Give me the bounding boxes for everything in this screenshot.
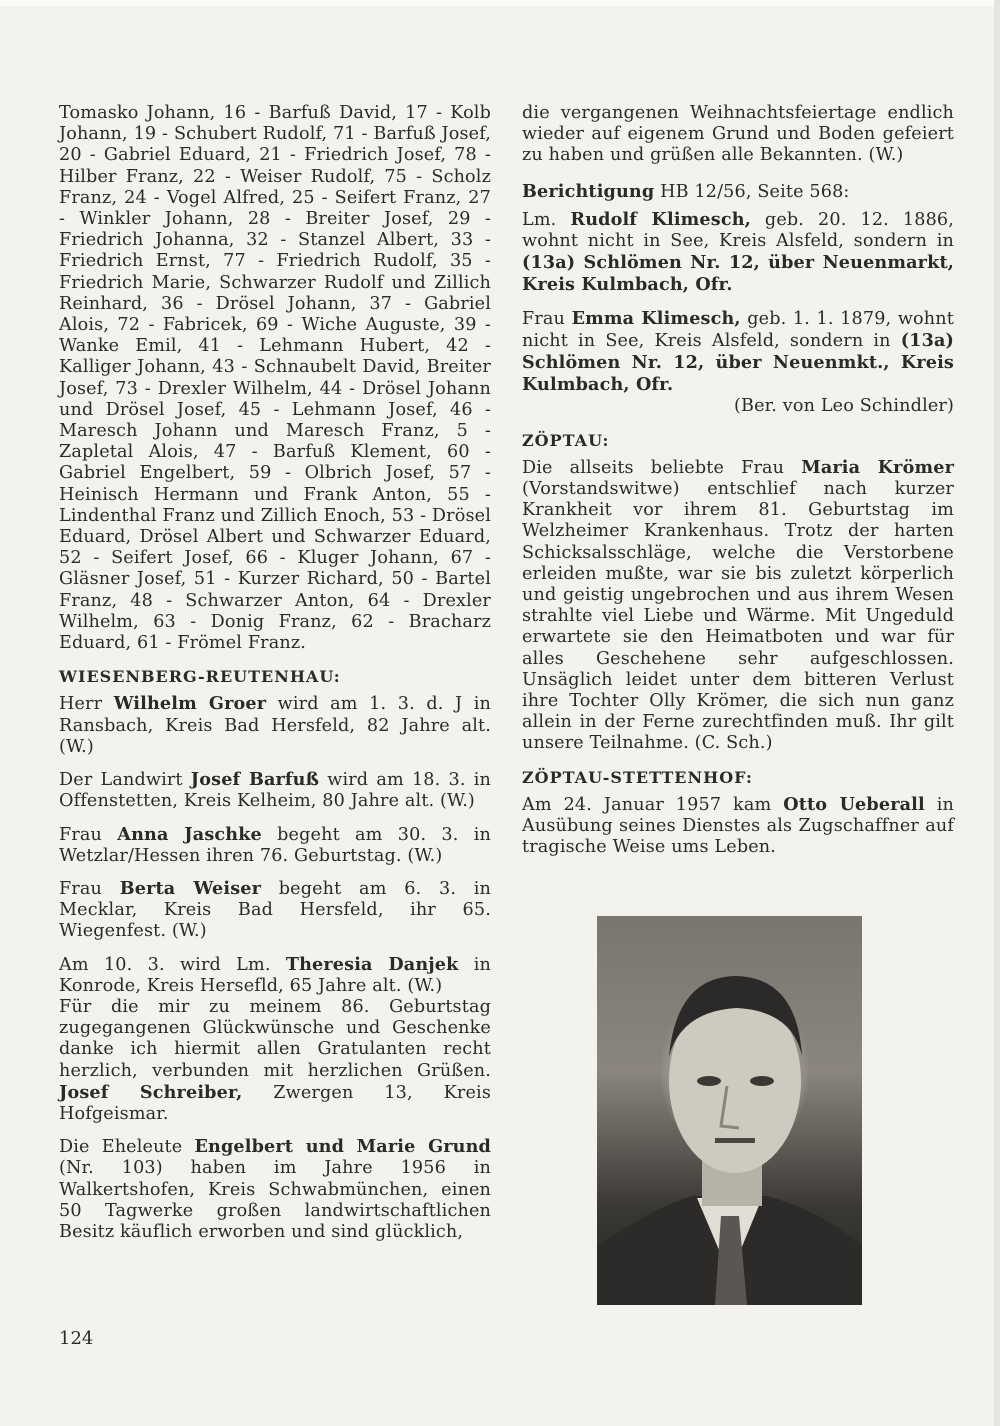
correction-emma: Frau Emma Klimesch, geb. 1. 1. 1879, wohnt nicht in See, Kreis Alsfeld, sondern in (13a) Schlömen Nr. 12, über Neuenmkt., Kreis Kulmbach, Ofr. (Ber. von Leo Schindler) [522,307,954,417]
notice-groer: Herr Wilhelm Groer wird am 1. 3. d. J in Ransbach, Kreis Bad Hersfeld, 82 Jahre alt. (W.) [59,693,492,757]
page-right-edge [994,0,1000,1426]
section-heading-zoeptau: ZÖPTAU: [522,430,610,450]
notice-barfuss: Der Landwirt Josef Barfuß wird am 18. 3. in Offenstetten, Kreis Kelheim, 80 Jahre alt. (W.) [59,769,492,812]
left-column [59,103,491,1254]
correction-signature: (Ber. von Leo Schindler) [734,396,954,417]
portrait-figure [597,916,862,1305]
section-heading-wiesenberg: WIESENBERG-REUTENHAU: [59,667,341,687]
obituary-kroemer: Die allseits beliebte Frau Maria Krömer (Vorstandswitwe) entschlief nach kurzer Krankheit vor ihrem 81. Geburtstag im Welzheimer Krankenhaus. Trotz der harten Schicksalsschläge, welche die Verstorbene erleiden mußte, war sie bis zuletzt körperlich und geistig ungebrochen und aus ihrem Wesen strahlte viel Liebe und Wärme. Mit Ungeduld erwartete sie den Heimatboten und war für alles Geschehene sehr aufgeschlossen. Unsäglich leidet unter dem bitteren Verlust ihre Tochter Olly Krömer, die sich nun ganz allein in der Ferne zurechtfinden muß. Ihr gilt unsere Teilnahme. (C. Sch.) [522,456,955,754]
notice-grund: Die Eheleute Engelbert und Marie Grund (Nr. 103) haben im Jahre 1956 in Walkertshofen, Kreis Schwabmünchen, einen 50 Tagwerke großen landwirtschaftlichen Besitz käuflich erworben und sind glücklich, [59,1136,491,1242]
page-number: 124 [59,1328,94,1349]
notice-weiser: Frau Berta Weiser begeht am 6. 3. in Mecklar, Kreis Bad Hersfeld, ihr 65. Wiegenfest. (W.) [59,877,492,942]
notice-danjek: Am 10. 3. wird Lm. Theresia Danjek in Konrode, Kreis Hersefld, 65 Jahre alt. (W.) [59,953,491,996]
notice-jaschke: Frau Anna Jaschke begeht am 30. 3. in Wetzlar/Hessen ihren 76. Geburtstag. (W.) [59,823,492,866]
portrait-photo [597,916,862,1305]
correction-rudolf: Lm. Rudolf Klimesch, geb. 20. 12. 1886, wohnt nicht in See, Kreis Alsfeld, sondern in (13a) Schlömen Nr. 12, über Neuenmarkt, Kreis Kulmbach, Ofr. [522,208,955,296]
notice-schreiber: Für die mir zu meinem 86. Geburtstag zugegangenen Glückwünsche und Geschenke danke ich hiermit allen Gratulanten recht herzlich, verbunden mit herzlichen Grüßen. Josef Schreiber, Zwergen 13, Kreis Hofgeismar. [59,996,491,1124]
section-heading-zoeptau-stettenhof: ZÖPTAU-STETTENHOF: [522,767,753,787]
obituary-ueberall: Am 24. Januar 1957 kam Otto Ueberall in Ausübung seines Dienstes als Zugschaffner auf tragische Weise ums Leben. [522,793,954,858]
page-top-edge [0,0,1000,6]
continued-paragraph: die vergangenen Weihnachtsfeiertage endlich wieder auf eigenem Grund und Boden gefeiert zu haben und grüßen alle Bekannten. (W.) [522,103,954,166]
right-column [522,103,954,870]
name-list-paragraph: Tomasko Johann, 16 - Barfuß David, 17 - Kolb Johann, 19 - Schubert Rudolf, 71 - Barfuß Josef, 20 - Gabriel Eduard, 21 - Friedrich Josef, 78 - Hilber Franz, 22 - Weiser Rudolf, 75 - Scholz Franz, 24 - Vogel Alfred, 25 - Seifert Franz, 27 - Winkler Johann, 28 - Breiter Josef, 29 - Friedrich Johanna, 32 - Stanzel Albert, 33 - Friedrich Ernst, 77 - Friedrich Rudolf, 35 - Friedrich Marie, Schwarzer Rudolf und Zillich Reinhard, 36 - Drösel Johann, 37 - Gabriel Alois, 72 - Fabricek, 69 - Wiche Auguste, 39 - Wanke Emil, 41 - Lehmann Hubert, 42 - Kalliger Johann, 43 - Schnaubelt David, Breiter Josef, 73 - Drexler Wilhelm, 44 - Drösel Johann und Drösel Josef, 45 - Lehmann Josef, 46 - Maresch Johann und Maresch Franz, 5 - Zapletal Alois, 47 - Barfuß Klement, 60 - Gabriel Engelbert, 59 - Olbrich Josef, 57 - Heinisch Hermann und Frank Anton, 55 - Lindenthal Franz und Zillich Enoch, 53 - Drösel Eduard, Drösel Albert und Schwarzer Eduard, 52 - Seifert Josef, 66 - Kluger Johann, 67 - Gläsner Josef, 51 - Kurzer Richard, 50 - Bartel Franz, 48 - Schwarzer Anton, 64 - Drexler Wilhelm, 63 - Donig Franz, 62 - Bracharz Eduard, 61 - Frömel Franz. [59,103,491,654]
correction-heading: Berichtigung HB 12/56, Seite 568: [522,180,850,202]
